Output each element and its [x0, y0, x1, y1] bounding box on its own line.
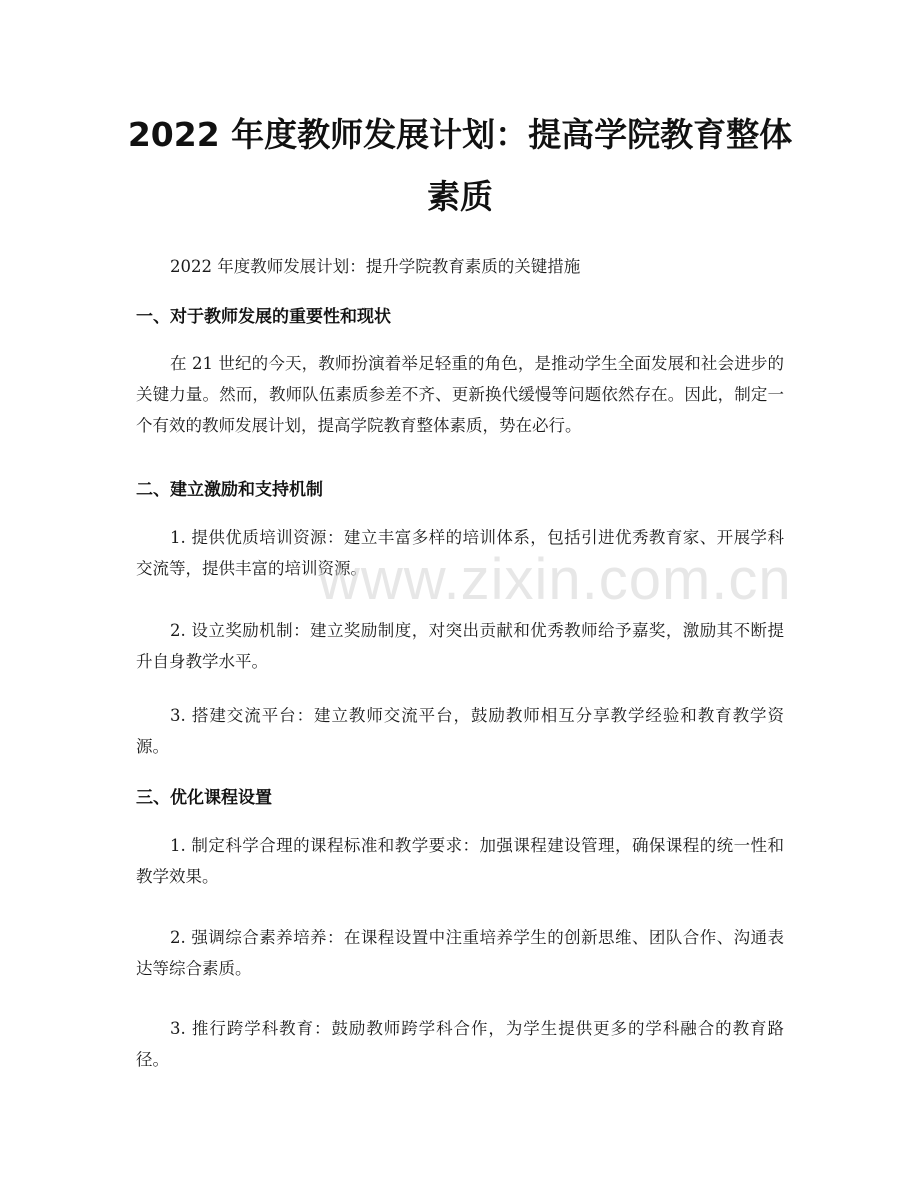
- section-heading-incentives: 二、建立激励和支持机制: [136, 480, 323, 500]
- document-subtitle: 2022 年度教师发展计划：提升学院教育素质的关键措施: [170, 257, 581, 276]
- paragraph-curriculum-standards: 1. 制定科学合理的课程标准和教学要求：加强课程建设管理，确保课程的统一性和教学效果。: [136, 836, 784, 886]
- paragraph-interdisciplinary: 3. 推行跨学科教育：鼓励教师跨学科合作，为学生提供更多的学科融合的教育路径。: [136, 1019, 784, 1069]
- paragraph-comprehensive-literacy: 2. 强调综合素养培养：在课程设置中注重培养学生的创新思维、团队合作、沟通表达等综合素质。: [136, 928, 784, 978]
- section-heading-importance: 一、对于教师发展的重要性和现状: [136, 307, 391, 327]
- section-heading-curriculum: 三、优化课程设置: [136, 788, 272, 808]
- paragraph-reward-mechanism: 2. 设立奖励机制：建立奖励制度，对突出贡献和优秀教师给予嘉奖，激励其不断提升自身教学水平。: [136, 621, 784, 671]
- document-title: 2022 年度教师发展计划：提高学院教育整体素质: [127, 115, 793, 216]
- paragraph-training-resources: 1. 提供优质培训资源：建立丰富多样的培训体系，包括引进优秀教育家、开展学科交流等，提供丰富的培训资源。: [136, 528, 784, 578]
- watermark: www.zixin.com.cn: [318, 547, 792, 612]
- paragraph-exchange-platform: 3. 搭建交流平台：建立教师交流平台，鼓励教师相互分享教学经验和教育教学资源。: [136, 706, 784, 756]
- paragraph-importance: 在 21 世纪的今天，教师扮演着举足轻重的角色，是推动学生全面发展和社会进步的关键力量。然而，教师队伍素质参差不齐、更新换代缓慢等问题依然存在。因此，制定一个有效的教师发展计划，提高学院教育整体素质，势在必行。: [136, 354, 784, 435]
